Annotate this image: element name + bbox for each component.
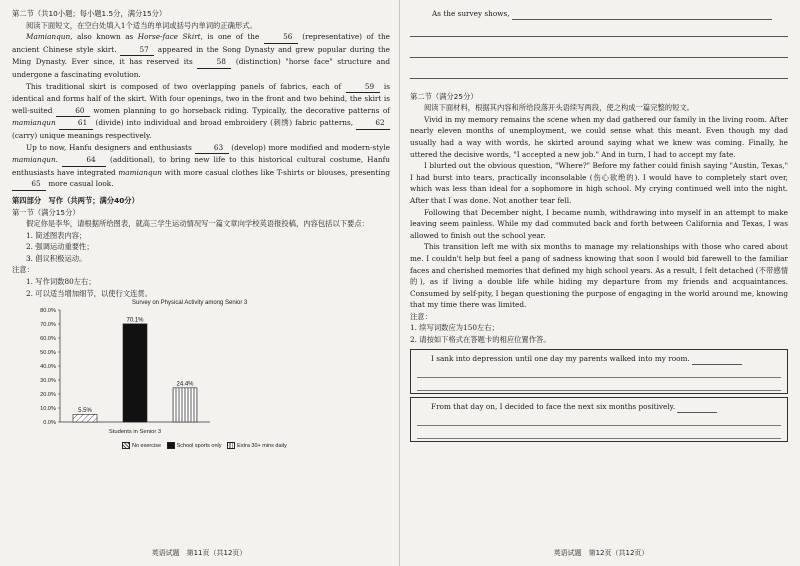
answer-line[interactable] bbox=[410, 47, 788, 58]
term-mamianqun: mamianqun bbox=[118, 167, 163, 177]
writing-task: 假定你是李华，请根据所给图表，就高三学生运动情况写一篇文章向学校英语报投稿，内容包括以下要点： bbox=[26, 219, 369, 229]
text-segment: women planning to go horseback riding. Typically, the decorative patterns of bbox=[93, 105, 390, 115]
page-divider bbox=[399, 0, 400, 566]
answer-blank[interactable] bbox=[512, 19, 772, 20]
blank-57[interactable]: 57 bbox=[120, 44, 154, 57]
text-segment: appeared in the Song Dynasty and grew popular during the Ming Dynasty. Ever since, it has reserved its bbox=[12, 44, 390, 67]
part4-header: 第四部分 写作（共两节；满分40分） bbox=[12, 195, 139, 205]
chart-svg bbox=[22, 300, 322, 442]
passage-paragraph-1 bbox=[12, 31, 390, 80]
note-2: 2. 可以适当增加细节，以使行文连贯。 bbox=[26, 288, 153, 298]
task-point-2: 2. 强调运动重要性； bbox=[26, 242, 94, 252]
y-tick-label: 70.0% bbox=[40, 322, 56, 329]
blank-58[interactable]: 58 bbox=[197, 56, 231, 69]
legend-label: No exercise bbox=[132, 443, 162, 450]
note-label: 注意： bbox=[12, 265, 34, 275]
blank-59[interactable]: 59 bbox=[346, 81, 380, 94]
continuation-instruction: 阅读下面材料，根据其内容和所给段落开头语续写两段，使之构成一篇完整的短文。 bbox=[424, 103, 694, 113]
story-paragraph-4: This transition left me with six months to manage my relationships with those who cared about me. I couldn't help but feel a pang of sadness knowing that soon I would bid farewell to the familiar faces and cherished memories that defined my high school years. As a result, I felt detached (不带感情的), as if living a double life while hiding my departure from my friends and acquaintances. Consumed by self-pity, I began questioning the purpose of engaging in the world around me, knowing that my time there was limited. bbox=[410, 242, 788, 310]
text-segment: is identical and forms half of the skirt. With four openings, two in the front and two behind, the skirt is well-suited bbox=[12, 81, 391, 115]
survey-sentence-start bbox=[410, 8, 788, 20]
term-horse-face-skirt: Horse-face Skirt bbox=[137, 32, 201, 42]
legend-label: School sports only bbox=[176, 443, 222, 450]
text-segment: (additional), to bring new life to this historical cultural costume, Hanfu enthusiasts have integrated bbox=[12, 155, 390, 177]
answer-line[interactable] bbox=[410, 26, 788, 37]
text-segment: This traditional skirt is composed of two overlapping panels of fabrics, each of bbox=[26, 81, 342, 91]
legend-swatch bbox=[122, 442, 130, 449]
data-label: 5.5% bbox=[78, 408, 92, 415]
paragraph-start-2 bbox=[417, 401, 781, 413]
text-segment: , is one of the bbox=[200, 32, 260, 42]
text-segment: (develop) more modified and modern-style bbox=[231, 142, 390, 152]
answer-box-1 bbox=[410, 349, 788, 394]
story-paragraph-1: Vivid in my memory remains the scene when my dad gathered our family in the living room. After nearly eleven months of unemployment, we could sense what this meant. Even though my dad usually had a way with words, he skirted around saying what we knew was coming. Finally, he uttered the decisive words, "I accepted a new job." And in turn, I had to accept my fate. bbox=[410, 114, 788, 159]
note-label-right: 注意： bbox=[410, 311, 432, 321]
task-point-3: 3. 倡议积极运动。 bbox=[26, 253, 87, 263]
answer-line[interactable] bbox=[417, 413, 781, 426]
term-mamianqun: mamianqun bbox=[12, 155, 56, 165]
text-segment: (divide) into individual and broad embroidery (刺绣) fabric patterns, bbox=[95, 118, 354, 128]
y-tick-label: 80.0% bbox=[40, 308, 56, 315]
answer-blank[interactable] bbox=[692, 364, 742, 365]
y-tick-label: 40.0% bbox=[40, 364, 56, 371]
paragraph-start-text: I sank into depression until one day my parents walked into my room. bbox=[431, 353, 690, 363]
paragraph-start-text: From that day on, I decided to face the next six months positively. bbox=[431, 402, 676, 412]
text-segment: (distinction) "horse face" structure and undergone a fascinating evolution. bbox=[12, 57, 391, 79]
y-tick-label: 10.0% bbox=[40, 406, 56, 413]
blank-65[interactable]: 65 bbox=[12, 178, 46, 191]
answer-box-2 bbox=[410, 397, 788, 442]
text-segment: Up to now, Hanfu designers and enthusiasts bbox=[26, 142, 192, 152]
bar-chart bbox=[22, 300, 322, 450]
note-right-2: 2. 请按如下格式在答题卡的相应位置作答。 bbox=[410, 335, 551, 345]
blank-60[interactable]: 60 bbox=[56, 105, 90, 118]
legend-label: Extra 30+ mins daily bbox=[237, 443, 287, 450]
chart-title: Survey on Physical Activity among Senior 3 bbox=[132, 300, 248, 307]
text-segment: , also known as bbox=[70, 32, 138, 42]
y-tick-label: 0.0% bbox=[43, 420, 56, 427]
data-label: 70.1% bbox=[126, 317, 144, 324]
story-paragraph-2: I blurted out the obvious question, "Where?" Before my father could finish saying "Austin, Texas," I had burst into tears, practically inconsolable (伤心欲绝的). I would have to completely start over, which was less than ideal for a sophomore in high school. My crying continued well into the night. After that I was done. Not another tear fell. bbox=[410, 161, 788, 205]
bar-extra-30-mins-daily bbox=[173, 388, 197, 422]
answer-blank[interactable] bbox=[677, 412, 717, 413]
blank-63[interactable]: 63 bbox=[195, 142, 229, 155]
note-1: 1. 写作词数80左右； bbox=[26, 277, 96, 287]
page-12 bbox=[402, 0, 800, 566]
part4-section1: 第一节（满分15分） bbox=[12, 207, 80, 217]
blank-62[interactable]: 62 bbox=[356, 117, 390, 130]
page-11 bbox=[0, 0, 398, 566]
blank-64[interactable]: 64 bbox=[62, 154, 106, 167]
blank-56[interactable]: 56 bbox=[264, 31, 298, 44]
data-label: 24.4% bbox=[176, 381, 194, 388]
passage-paragraph-3: Up to now, Hanfu designers and enthusiasts 63 (develop) more modified and modern-style mamianqun. 64 (additional), to bring new life to this historical cultural costume, Hanfu enthusiasts have integrated mamianqun with more casual clothes like T-shirts or blouses, presenting 65 more casual look. bbox=[12, 142, 390, 191]
note-right-1: 1. 续写词数应为150左右； bbox=[410, 323, 499, 333]
term-mamianqun: mamianqun bbox=[12, 118, 56, 128]
section2-instruction: 阅读下面短文，在空白处填入1个适当的单词或括号内单词的正确形式。 bbox=[26, 20, 257, 30]
section2-header-right: 第二节（满分25分） bbox=[410, 91, 478, 101]
legend-swatch bbox=[167, 442, 175, 449]
term-mamianqun: Mamianqun bbox=[26, 32, 71, 42]
blank-61[interactable]: 61 bbox=[59, 117, 93, 130]
answer-line[interactable] bbox=[417, 365, 781, 378]
survey-sentence-text: As the survey shows, bbox=[432, 9, 510, 18]
answer-line[interactable] bbox=[410, 68, 788, 79]
y-tick-label: 20.0% bbox=[40, 392, 56, 399]
task-point-1: 1. 简述图表内容； bbox=[26, 230, 87, 240]
y-tick-label: 50.0% bbox=[40, 350, 56, 357]
chart-legend bbox=[118, 442, 287, 449]
x-axis-label: Students in Senior 3 bbox=[108, 429, 162, 436]
y-tick-label: 30.0% bbox=[40, 378, 56, 385]
answer-line[interactable] bbox=[417, 378, 781, 391]
text-segment: more casual look. bbox=[48, 179, 114, 189]
story-paragraph-3: Following that December night, I became numb, withdrawing into myself in an attempt to make leaving seem painless. While my dad commuted back and forth between California and Texas, I was allowed to finish out the school year. bbox=[410, 207, 788, 240]
bar-no-exercise bbox=[73, 415, 97, 423]
text-segment: (representative) of the ancient Chinese style skirt. bbox=[12, 32, 390, 54]
section2-header: 第二节（共10小题；每小题1.5分，满分15分） bbox=[12, 9, 167, 18]
y-tick-label: 60.0% bbox=[40, 336, 56, 343]
paragraph-start-1 bbox=[417, 353, 781, 365]
page-footer-right: 英语试题 第12页（共12页） bbox=[553, 549, 649, 557]
legend-swatch bbox=[227, 442, 235, 449]
text-segment: with more casual clothes like T-shirts or blouses, presenting bbox=[164, 167, 390, 177]
text-segment: (carry) unique meanings respectively. bbox=[12, 130, 152, 140]
page-footer-left: 英语试题 第11页（共12页） bbox=[151, 549, 247, 557]
bar-school-sports-only bbox=[123, 324, 147, 422]
passage-paragraph-2 bbox=[12, 81, 390, 142]
answer-line[interactable] bbox=[417, 426, 781, 439]
